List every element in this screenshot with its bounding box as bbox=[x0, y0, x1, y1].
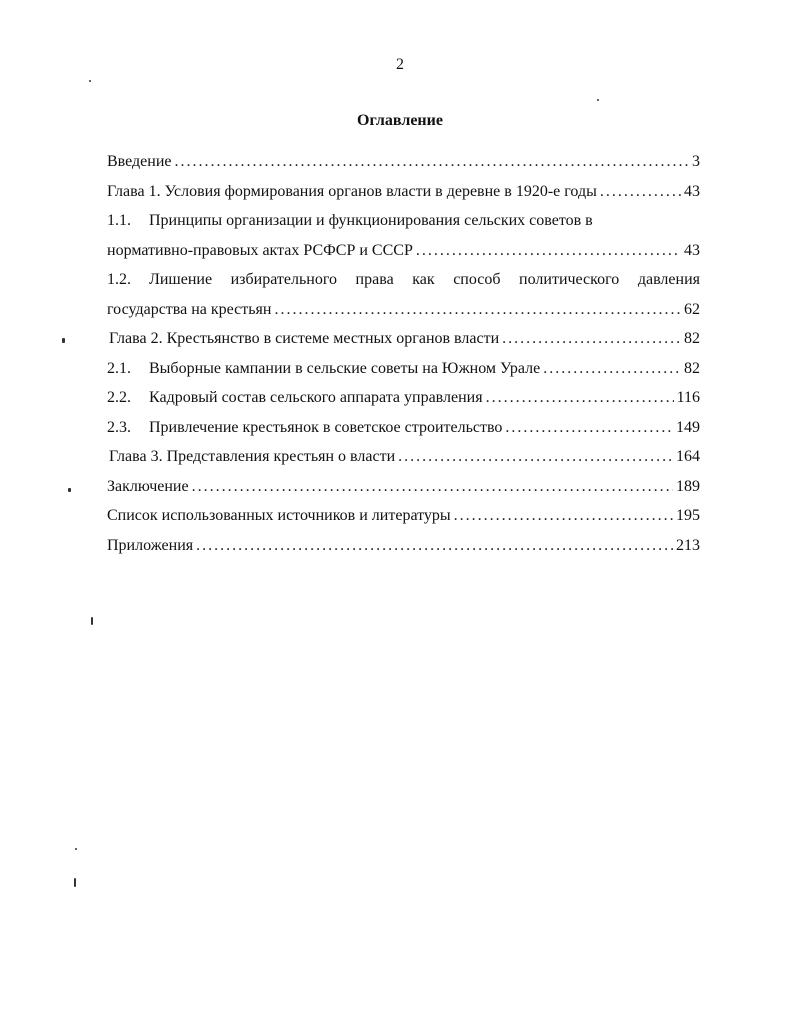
page-number: 2 bbox=[396, 56, 404, 73]
dot-leader bbox=[416, 236, 681, 266]
toc-entry-label: Введение bbox=[107, 153, 172, 170]
toc-entry-page: 164 bbox=[676, 448, 700, 465]
toc-entry-label: Выборные кампании в сельские советы на Южном Урале bbox=[149, 359, 541, 377]
toc-entry-page: 43 bbox=[684, 182, 700, 200]
toc-entry-number: 1.2. bbox=[107, 271, 131, 288]
dot-leader bbox=[175, 147, 690, 177]
scan-speck bbox=[89, 80, 91, 82]
toc-entry-introduction[interactable] bbox=[107, 147, 700, 177]
toc-entry-chapter-2[interactable] bbox=[107, 324, 700, 354]
toc-entry-page: 82 bbox=[684, 359, 700, 377]
toc-entry-section-1-2[interactable] bbox=[107, 265, 700, 295]
toc-entry-section-2-3[interactable] bbox=[107, 413, 700, 443]
page-title: Оглавление bbox=[357, 112, 443, 129]
toc-entry-number: 2.3. bbox=[107, 418, 131, 436]
scan-speck bbox=[68, 488, 71, 492]
dot-leader bbox=[454, 501, 673, 531]
toc-entry-number: 2.1. bbox=[107, 359, 131, 377]
toc-entry-page: 82 bbox=[684, 330, 700, 347]
toc-entry-label: Привлечение крестьянок в советское строительство bbox=[149, 418, 503, 436]
scan-speck bbox=[74, 878, 76, 887]
toc-entry-bibliography[interactable] bbox=[107, 501, 700, 531]
toc-entry-number: 1.1. bbox=[107, 212, 131, 229]
toc-entry-label: Глава 2. Крестьянство в системе местных органов власти bbox=[109, 330, 500, 347]
toc-entry-page: 213 bbox=[676, 536, 700, 554]
toc-entry-chapter-1[interactable] bbox=[107, 177, 700, 207]
dot-leader bbox=[192, 472, 673, 502]
toc-entry-page: 149 bbox=[676, 418, 700, 436]
toc-entry-label: Заключение bbox=[107, 477, 189, 495]
toc-entry-label: Список использованных источников и литературы bbox=[107, 507, 451, 524]
scan-speck bbox=[91, 617, 93, 625]
scan-speck bbox=[597, 99, 599, 101]
dot-leader bbox=[274, 295, 681, 325]
toc-entry-page: 43 bbox=[684, 241, 700, 259]
toc-entry-label: Приложения bbox=[107, 536, 194, 554]
toc-entry-section-1-1-continued[interactable] bbox=[107, 236, 700, 266]
scan-speck bbox=[75, 848, 77, 850]
toc-entry-number: 2.2. bbox=[107, 389, 131, 406]
toc-entry-section-1-1[interactable] bbox=[107, 206, 700, 236]
dot-leader bbox=[505, 413, 673, 443]
table-of-contents bbox=[107, 147, 700, 560]
toc-entry-label: Глава 3. Представления крестьян о власти bbox=[109, 448, 396, 465]
toc-entry-label: Глава 1. Условия формирования органов власти в деревне в 1920-е годы bbox=[107, 182, 597, 200]
dot-leader bbox=[196, 531, 673, 561]
toc-entry-label: Лишение избирательного права как способ политического давления bbox=[149, 271, 700, 288]
dot-leader bbox=[398, 442, 673, 472]
toc-entry-page: 3 bbox=[692, 153, 700, 170]
toc-entry-page: 62 bbox=[684, 300, 700, 318]
toc-entry-conclusion[interactable] bbox=[107, 472, 700, 502]
toc-entry-section-2-2[interactable] bbox=[107, 383, 700, 413]
toc-entry-page: 195 bbox=[676, 507, 700, 524]
toc-entry-label: государства на крестьян bbox=[107, 300, 272, 318]
toc-entry-appendices[interactable] bbox=[107, 531, 700, 561]
toc-entry-page: 189 bbox=[676, 477, 700, 495]
toc-entry-section-1-2-continued[interactable] bbox=[107, 295, 700, 325]
dot-leader bbox=[543, 354, 681, 384]
toc-entry-chapter-3[interactable] bbox=[107, 442, 700, 472]
dot-leader bbox=[486, 383, 674, 413]
toc-entry-section-2-1[interactable] bbox=[107, 354, 700, 384]
toc-entry-page: 116 bbox=[676, 389, 700, 406]
scan-speck bbox=[62, 338, 65, 343]
toc-entry-label: Принципы организации и функционирования сельских советов в bbox=[149, 212, 593, 229]
dot-leader bbox=[600, 177, 681, 207]
toc-entry-label: нормативно-правовых актах РСФСР и СССР bbox=[107, 241, 413, 259]
dot-leader bbox=[502, 324, 681, 354]
toc-entry-label: Кадровый состав сельского аппарата управления bbox=[149, 389, 483, 406]
